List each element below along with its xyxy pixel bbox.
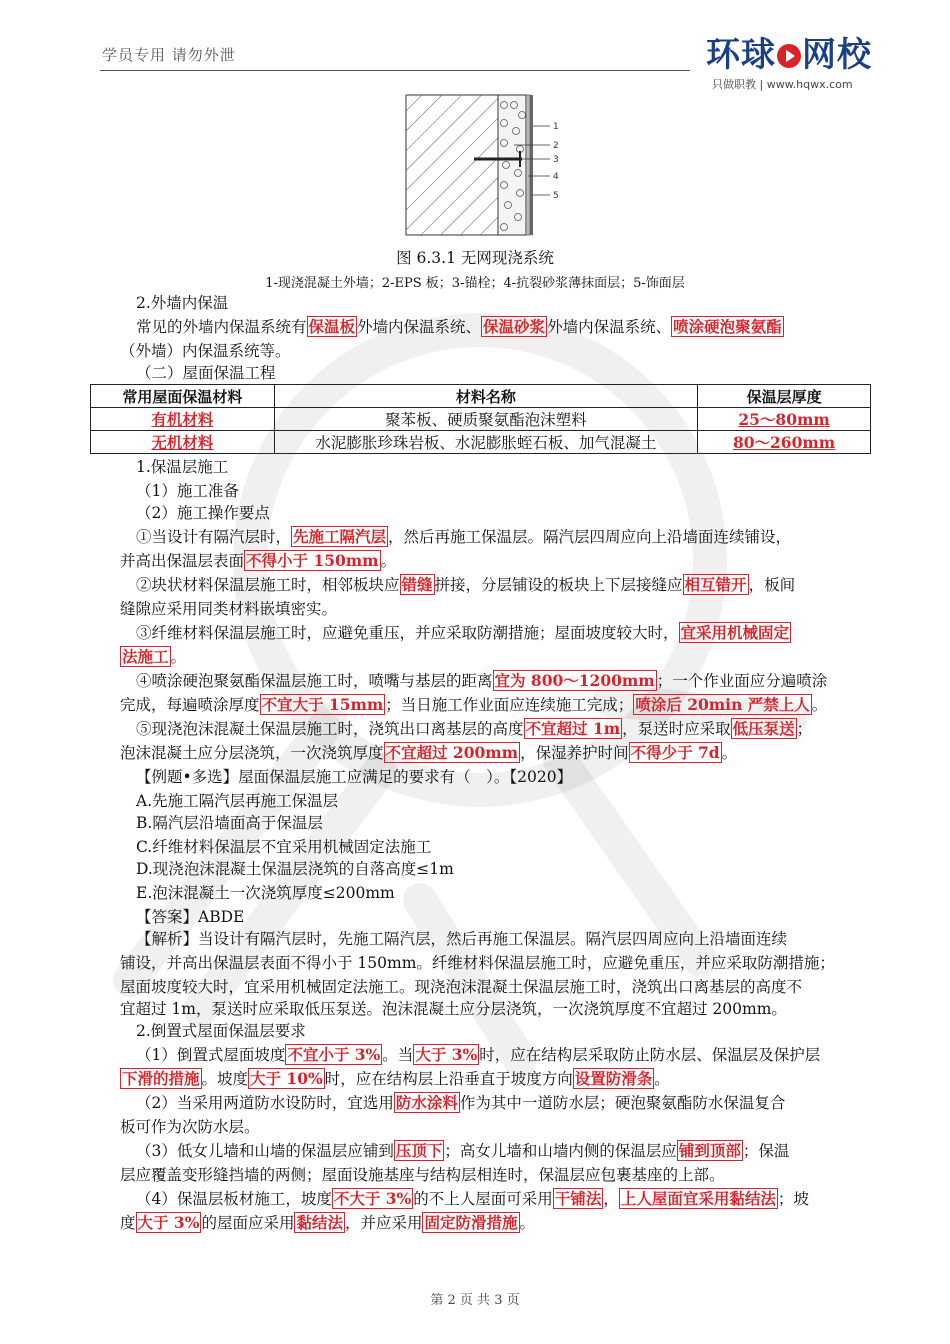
key-term: 先施工隔汽层: [293, 527, 387, 546]
table-cell: 无机材料: [91, 431, 275, 454]
key-term: 铺到顶部: [678, 1141, 741, 1160]
table-cell: 80～260mm: [698, 431, 871, 454]
analysis-line: 【解析】当设计有隔汽层时，先施工隔汽层，然后再施工保温层。隔汽层四周应向上沿墙面连续: [136, 930, 788, 948]
key-term: 不大于 3%: [333, 1189, 412, 1208]
paragraph-line: ④喷涂硬泡聚氨酯保温层施工时，喷嘴与基层的距离 宜为 800～1200mm ；一个作业面应分遍喷涂: [136, 671, 828, 690]
section-heading: 2.外墙内保温: [136, 294, 229, 312]
example-question: 【例题•多选】屋面保温层施工应满足的要求有（ ）。【2020】: [136, 768, 573, 786]
analysis-line: 屋面坡度较大时，宜采用机械固定法施工。现浇泡沫混凝土保温层施工时，浇筑出口离基层的高度不: [120, 978, 803, 996]
analysis-line: 铺设，并高出保温层表面不得小于 150mm。纤维材料保温层施工时，应避免重压，并应采取防潮措施；: [120, 954, 835, 972]
table-header: 保温层厚度: [698, 385, 871, 408]
key-term: 固定防滑措施: [424, 1213, 518, 1232]
paragraph-line: 缝隙应采用同类材料嵌填密实。: [120, 600, 338, 618]
callout-5: 5: [553, 191, 559, 201]
key-term: 大于 3%: [137, 1213, 200, 1232]
key-term: 宜采用机械固定: [680, 623, 790, 642]
logo-tagline: 只做职教 | www.hqwx.com: [712, 78, 853, 91]
key-term: 宜为 800～1200mm: [494, 671, 655, 690]
key-term: 不宜超过 1m: [525, 719, 621, 738]
figure-caption: 图 6.3.1 无网现浇系统: [396, 249, 554, 267]
callout-4: 4: [553, 172, 559, 182]
paragraph-line: （2）当采用两道防水设防时，宜选用 防水涂料 作为其中一道防水层；硬泡聚氨酯防水保温复合: [136, 1093, 786, 1112]
play-icon: [777, 44, 801, 68]
answer: 【答案】ABDE: [136, 908, 245, 926]
wall-section-figure: [404, 93, 572, 241]
table-row: [91, 408, 871, 431]
paragraph-line: 板可作为次防水层。: [120, 1118, 260, 1136]
key-term: 压顶下: [395, 1141, 443, 1160]
paragraph-line: 泡沫混凝土应分层浇筑，一次浇筑厚度 不宜超过 200mm ，保湿养护时间 不得少于 7d 。: [120, 743, 738, 762]
key-term: 大于 10%: [250, 1069, 323, 1088]
paragraph-line: 常见的外墙内保温系统有 保温板 外墙内保温系统、 保温砂浆 外墙内保温系统、 喷涂硬泡聚氨酯: [136, 317, 782, 336]
key-term: 黏结法: [296, 1213, 343, 1232]
paragraph-line: 并高出保温层表面 不得小于 150mm 。: [120, 551, 397, 570]
roof-insulation-table: [90, 384, 871, 454]
callout-3: 3: [553, 155, 559, 165]
key-term: 不得小于 150mm: [246, 551, 379, 570]
callout-2: 2: [553, 141, 559, 151]
key-term: 不宜超过 200mm: [385, 743, 519, 762]
table-row: [91, 431, 871, 454]
table-cell: 水泥膨胀珍珠岩板、水泥膨胀蛭石板、加气混凝土: [274, 431, 697, 454]
paragraph-line: 完成，每遍喷涂厚度 不宜大于 15mm ；当日施工作业面应连续施工完成； 喷涂后 20min 严禁上人 。: [120, 695, 828, 714]
paragraph-line: ②块状材料保温层施工时，相邻板块应 错缝 拼接，分层铺设的板块上下层接缝应 相互错开 ，板间: [136, 575, 796, 594]
paragraph-line: ①当设计有隔汽层时， 先施工隔汽层 ，然后再施工保温层。隔汽层四周应向上沿墙面连续铺设，: [136, 527, 792, 546]
table-cell: 25～80mm: [698, 408, 871, 431]
section-heading: 2.倒置式屋面保温层要求: [136, 1022, 306, 1040]
paragraph-line: （1）倒置式屋面坡度 不宜小于 3% 。当 大于 3% 时，应在结构层采取防止防水层、保温层及保护层: [136, 1045, 821, 1064]
callout-1: 1: [553, 122, 559, 132]
paragraph-line: 层应覆盖变形缝挡墙的两侧；屋面设施基座与结构层相连时，保温层应包裹基座的上部。: [120, 1166, 725, 1184]
page-number: 第 2 页 共 3 页: [430, 1293, 520, 1308]
key-term: 错缝: [401, 575, 433, 594]
option-d: D.现浇泡沫混凝土保温层浇筑的自落高度≤1m: [136, 860, 454, 878]
paragraph-line: 下滑的措施 。坡度 大于 10% 时，应在结构层上沿垂直于坡度方向 设置防滑条 。: [122, 1069, 670, 1088]
key-term: 低压泵送: [732, 719, 795, 738]
key-term: 相互错开: [684, 575, 747, 594]
key-term: 喷涂硬泡聚氨酯: [673, 317, 782, 336]
logo-text-a: 环球: [706, 35, 776, 75]
table-cell: 聚苯板、硬质聚氨酯泡沫塑料: [274, 408, 697, 431]
logo-text-b: 网校: [802, 35, 872, 75]
figure-legend: 1-现浇混凝土外墙；2-EPS 板；3-锚栓；4-抗裂砂浆薄抹面层；5-饰面层: [265, 276, 685, 291]
section-heading: 1.保温层施工: [136, 458, 229, 476]
paragraph-line: ⑤现浇泡沫混凝土保温层施工时，浇筑出口离基层的高度 不宜超过 1m ，泵送时应采取 低压泵送 ；: [136, 719, 813, 738]
paragraph-line: （外墙）内保温系统等。: [120, 342, 291, 360]
header-rule: [100, 70, 690, 71]
key-term: 上人屋面宜采用黏结法: [620, 1189, 776, 1208]
key-term: 法施工: [122, 647, 169, 666]
section-heading: （二）屋面保温工程: [136, 364, 276, 382]
table-header-row: [91, 385, 871, 408]
paragraph-line: 度 大于 3% 的屋面应采用 黏结法 ，并应采用 固定防滑措施 。: [120, 1213, 536, 1232]
brand-logo: [706, 36, 876, 92]
option-e: E.泡沫混凝土一次浇筑厚度≤200mm: [136, 884, 395, 902]
header-confidential-text: 学员专用 请勿外泄: [102, 46, 236, 64]
key-term: 不得少于 7d: [630, 743, 720, 762]
table-cell: 有机材料: [91, 408, 275, 431]
key-term: 喷涂后 20min 严禁上人: [635, 695, 810, 714]
key-term: 保温砂浆: [483, 317, 546, 336]
paragraph-line: ③纤维材料保温层施工时，应避免重压，并应采取防潮措施；屋面坡度较大时， 宜采用机械固定: [136, 623, 790, 642]
table-header: 材料名称: [274, 385, 697, 408]
option-b: B.隔汽层沿墙面高于保温层: [136, 814, 323, 832]
sub-heading: （2）施工操作要点: [136, 504, 270, 522]
key-term: 大于 3%: [415, 1045, 478, 1064]
paragraph-line: （4）保温层板材施工，坡度 不大于 3% 的不上人屋面可采用 干铺法 ， 上人屋面宜采用黏结法 ；坡: [136, 1189, 809, 1208]
analysis-line: 宜超过 1m，泵送时应采取低压泵送。泡沫混凝土应分层浇筑，一次浇筑厚度不宜超过 200mm。: [120, 1000, 787, 1018]
key-term: 保温板: [308, 317, 356, 336]
sub-heading: （1）施工准备: [136, 482, 239, 500]
key-term: 干铺法: [554, 1189, 602, 1208]
key-term: 不宜小于 3%: [287, 1045, 381, 1064]
table-header: 常用屋面保温材料: [91, 385, 275, 408]
paragraph-line: （3）低女儿墙和山墙的保温层应铺到 压顶下 ；高女儿墙和山墙内侧的保温层应 铺到顶部 ；保温: [136, 1141, 790, 1160]
option-a: A.先施工隔汽层再施工保温层: [136, 792, 339, 810]
key-term: 下滑的措施: [122, 1069, 200, 1088]
key-term: 不宜大于 15mm: [261, 695, 384, 714]
paragraph-line: 法施工 。: [122, 647, 187, 666]
key-term: 防水涂料: [395, 1093, 458, 1112]
option-c: C.纤维材料保温层不宜采用机械固定法施工: [136, 838, 432, 856]
key-term: 设置防滑条: [574, 1069, 653, 1088]
